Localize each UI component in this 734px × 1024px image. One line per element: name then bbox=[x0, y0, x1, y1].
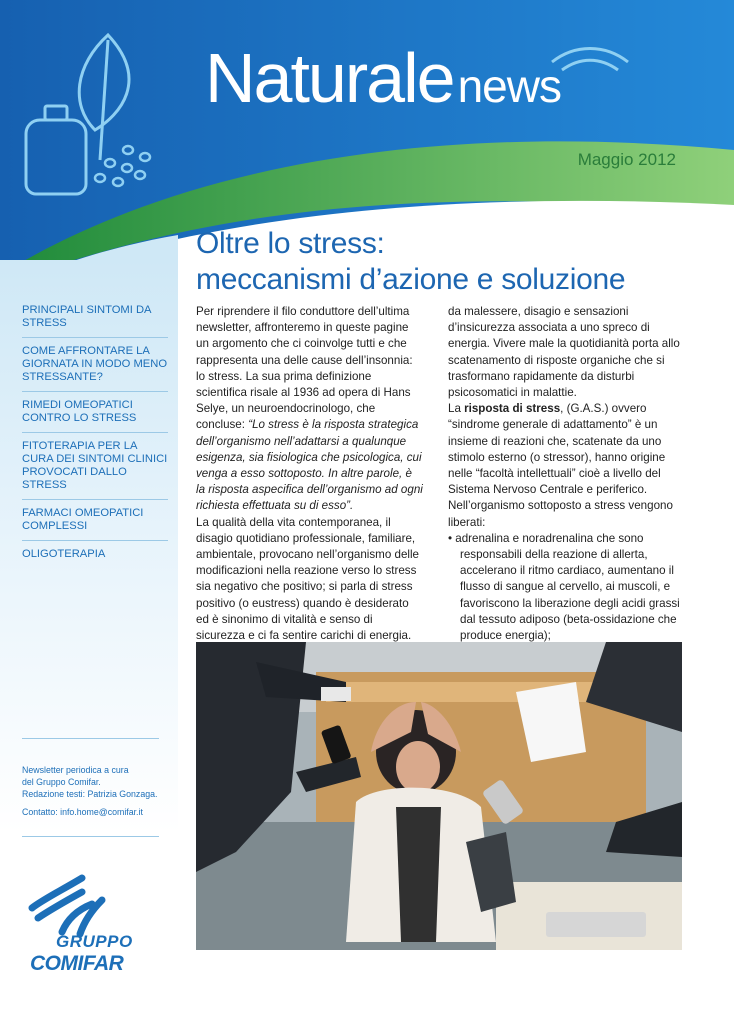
paragraph: Nell’organismo sottoposto a stress vengono liberati: bbox=[448, 499, 673, 529]
credits-line: Newsletter periodica a cura bbox=[22, 765, 129, 775]
paragraph bbox=[448, 401, 680, 498]
paragraph-text: La bbox=[448, 402, 465, 416]
toc-item[interactable]: FARMACI OMEOPATICI COMPLESSI bbox=[22, 507, 168, 541]
toc-item[interactable]: FITOTERAPIA PER LA CURA DEI SINTOMI CLINICI PROVOCATI DALLO STRESS bbox=[22, 440, 168, 500]
quote-text: “Lo stress è la risposta strategica dell’organismo nell’adattarsi a qualunque esigenza, sia fisiologica che psicologica, cui venga a esso sottoposto. In altre parole, è la risposta aspecifica dell’organismo ad ogni richiesta effettuata su di esso”. bbox=[196, 418, 423, 513]
logo-comifar-text: COMIFAR bbox=[30, 952, 124, 975]
toc-item[interactable]: OLIGOTERAPIA bbox=[22, 548, 106, 560]
masthead-title bbox=[205, 38, 561, 118]
headline bbox=[196, 226, 625, 298]
paragraph: La qualità della vita contemporanea, il disagio quotidiano professionale, familiare, ambientale, provocano nell’organismo delle modificazioni nella reazione verso lo stress sia negativo che positivo; si parla di stress positivo (o eustress) quando è desiderato ed è sinonimo di vitalità e senso di sicurezza e ci fa sentire carichi di energia. bbox=[196, 515, 419, 643]
issue-date: Maggio 2012 bbox=[577, 150, 676, 169]
newsletter-credits bbox=[22, 764, 172, 818]
title-sub: news bbox=[457, 60, 561, 112]
credits-line: Redazione testi: Patrizia Gonzaga. bbox=[22, 789, 158, 799]
article-column-1 bbox=[196, 304, 424, 677]
headline-line2: meccanismi d’azione e soluzione bbox=[196, 263, 626, 296]
contact-line[interactable]: Contatto: info.home@comifar.it bbox=[22, 807, 143, 817]
bullet-item: • adrenalina e noradrenalina che sono responsabili della reazione di allerta, accelerano il ritmo cardiaco, aumentano il flusso di sangue al cervello, ai muscoli, e favoriscono la liberazione degli acidi grassi dal tessuto adiposo (beta-ossidazione che produce energia); bbox=[448, 531, 680, 643]
divider bbox=[22, 738, 159, 739]
paragraph-text: Per riprendere il filo conduttore dell’ultima newsletter, affronteremo in queste pagine un argomento che ci coinvolge tutti e che rappresenta una delle cause dell’insonnia: lo stress. La sua prima definizione scientifica risale al 1936 ad opera di Hans Selye, un neuroendocrinologo, che concluse: bbox=[196, 305, 413, 432]
paragraph-text: , (G.A.S.) ovvero “sindrome generale di adattamento” è un insieme di reazioni che, scatenate da uno stimolo esterno (o stressor), hanno origine nelle “facoltà intellettuali” cioè a livello del Sistema Nervoso Centrale e periferico. bbox=[448, 402, 666, 497]
credits-line: del Gruppo Comifar. bbox=[22, 777, 101, 787]
toc-item[interactable]: RIMEDI OMEOPATICI CONTRO LO STRESS bbox=[22, 399, 168, 433]
toc-item[interactable]: PRINCIPALI SINTOMI DA STRESS bbox=[22, 304, 168, 338]
headline-line1: Oltre lo stress: bbox=[196, 227, 385, 260]
table-of-contents bbox=[22, 304, 168, 575]
toc-item[interactable]: COME AFFRONTARE LA GIORNATA IN MODO MENO STRESSANTE? bbox=[22, 345, 168, 392]
article-column-2 bbox=[448, 304, 680, 644]
bold-term: risposta di stress bbox=[464, 402, 561, 416]
logo-gruppo-text: GRUPPO bbox=[56, 932, 133, 951]
title-main: Naturale bbox=[205, 39, 454, 117]
paragraph: da malessere, disagio e sensazioni d’insicurezza associata a uno spreco di energia. Vivere male la quotidianità porta allo scatenamento di risposte organiche che si trasformano rapidamente da disturbi psicosomatici in malattie. bbox=[448, 305, 680, 400]
stressed-woman-photo bbox=[196, 642, 682, 950]
divider bbox=[22, 836, 159, 837]
paragraph bbox=[196, 304, 424, 515]
